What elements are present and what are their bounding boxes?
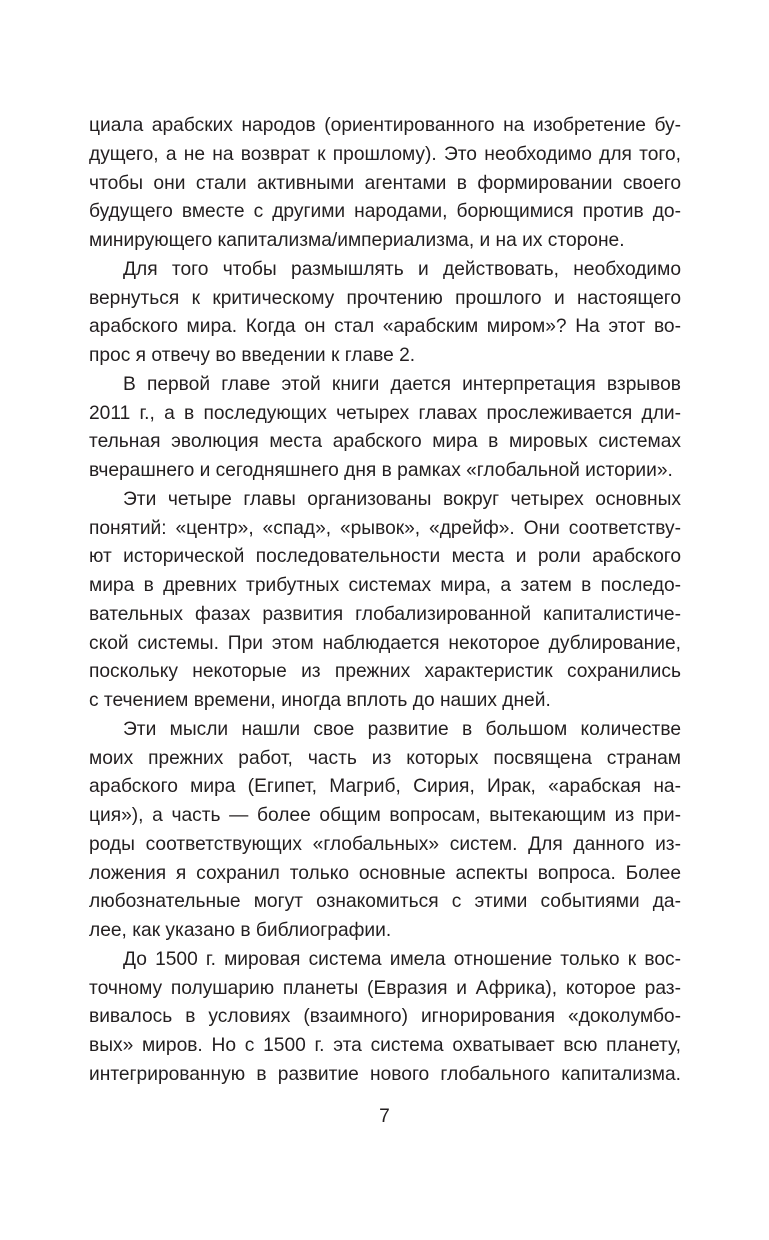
text-line: чтобы они стали активными агентами в формировании своего [89,172,681,194]
paragraph-3 [89,371,681,486]
text-line: любознательные могут ознакомиться с этими событиями да- [89,891,681,913]
text-line: тельная эволюция места арабского мира в мировых системах [89,431,681,453]
text-line: арабского мира. Когда он стал «арабским миром»? На этот во- [89,316,681,338]
text-line: лее, как указано в библиографии. [89,920,392,941]
text-line: Эти четыре главы организованы вокруг четырех основных [123,488,681,510]
text-line: Для того чтобы размышлять и действовать, необходимо [123,258,681,280]
text-line: арабского мира (Египет, Магриб, Сирия, Ирак, «арабская на- [89,776,681,798]
text-line: точному полушарию планеты (Евразия и Африка), которое раз- [89,977,681,999]
text-line: вательных фазах развития глобализированной капиталистиче- [89,603,681,625]
text-line: ют исторической последовательности места и роли арабского [89,546,681,568]
text-line: моих прежних работ, часть из которых посвящена странам [89,747,681,769]
text-line: будущего вместе с другими народами, борющимися против до- [89,201,681,223]
text-line: минирующего капитализма/империализма, и на их стороне. [89,230,625,251]
paragraph-1 [89,112,681,256]
paragraph-4 [89,486,681,716]
text-line: мира в древних трибутных системах мира, а затем в последо- [89,575,681,596]
text-line: До 1500 г. мировая система имела отношение только к вос- [123,948,681,970]
text-line: циала арабских народов (ориентированного на изобретение бу- [89,115,681,136]
text-line: понятий: «центр», «спад», «рывок», «дрейф». Они соответству- [89,517,681,539]
text-line: прос я отвечу во введении к главе 2. [89,345,416,366]
paragraph-5 [89,716,681,946]
text-line: ложения я сохранил только основные аспекты вопроса. Более [89,862,681,884]
paragraph-2 [89,256,681,371]
text-line: дущего, а не на возврат к прошлому). Это необходимо для того, [89,143,681,165]
text-line: вернуться к критическому прочтению прошлого и настоящего [89,287,681,309]
text-line: 2011 г., а в последующих четырех главах прослеживается дли- [89,402,681,424]
text-line: ской системы. При этом наблюдается некоторое дублирование, [89,632,681,654]
body-text [89,112,681,1090]
text-line: поскольку некоторые из прежних характеристик сохранились [89,661,681,683]
text-line: Эти мысли нашли свое развитие в большом количестве [123,718,681,740]
paragraph-6 [89,946,681,1090]
text-line: роды соответствующих «глобальных» систем. Для данного из- [89,833,681,855]
text-line: В первой главе этой книги дается интерпретация взрывов [123,373,681,395]
page-number: 7 [379,1106,390,1127]
text-line: вых» миров. Но с 1500 г. эта система охватывает всю планету, [89,1035,681,1056]
text-line: вивалось в условиях (взаимного) игнорирования «доколумбо- [89,1006,681,1028]
text-line: ция»), а часть — более общим вопросам, вытекающим из при- [89,805,681,826]
text-line: вчерашнего и сегодняшнего дня в рамках «глобальной истории». [89,460,673,481]
text-line: интегрированную в развитие нового глобального капитализма. [89,1063,681,1085]
text-line: с течением времени, иногда вплоть до наших дней. [89,690,551,711]
